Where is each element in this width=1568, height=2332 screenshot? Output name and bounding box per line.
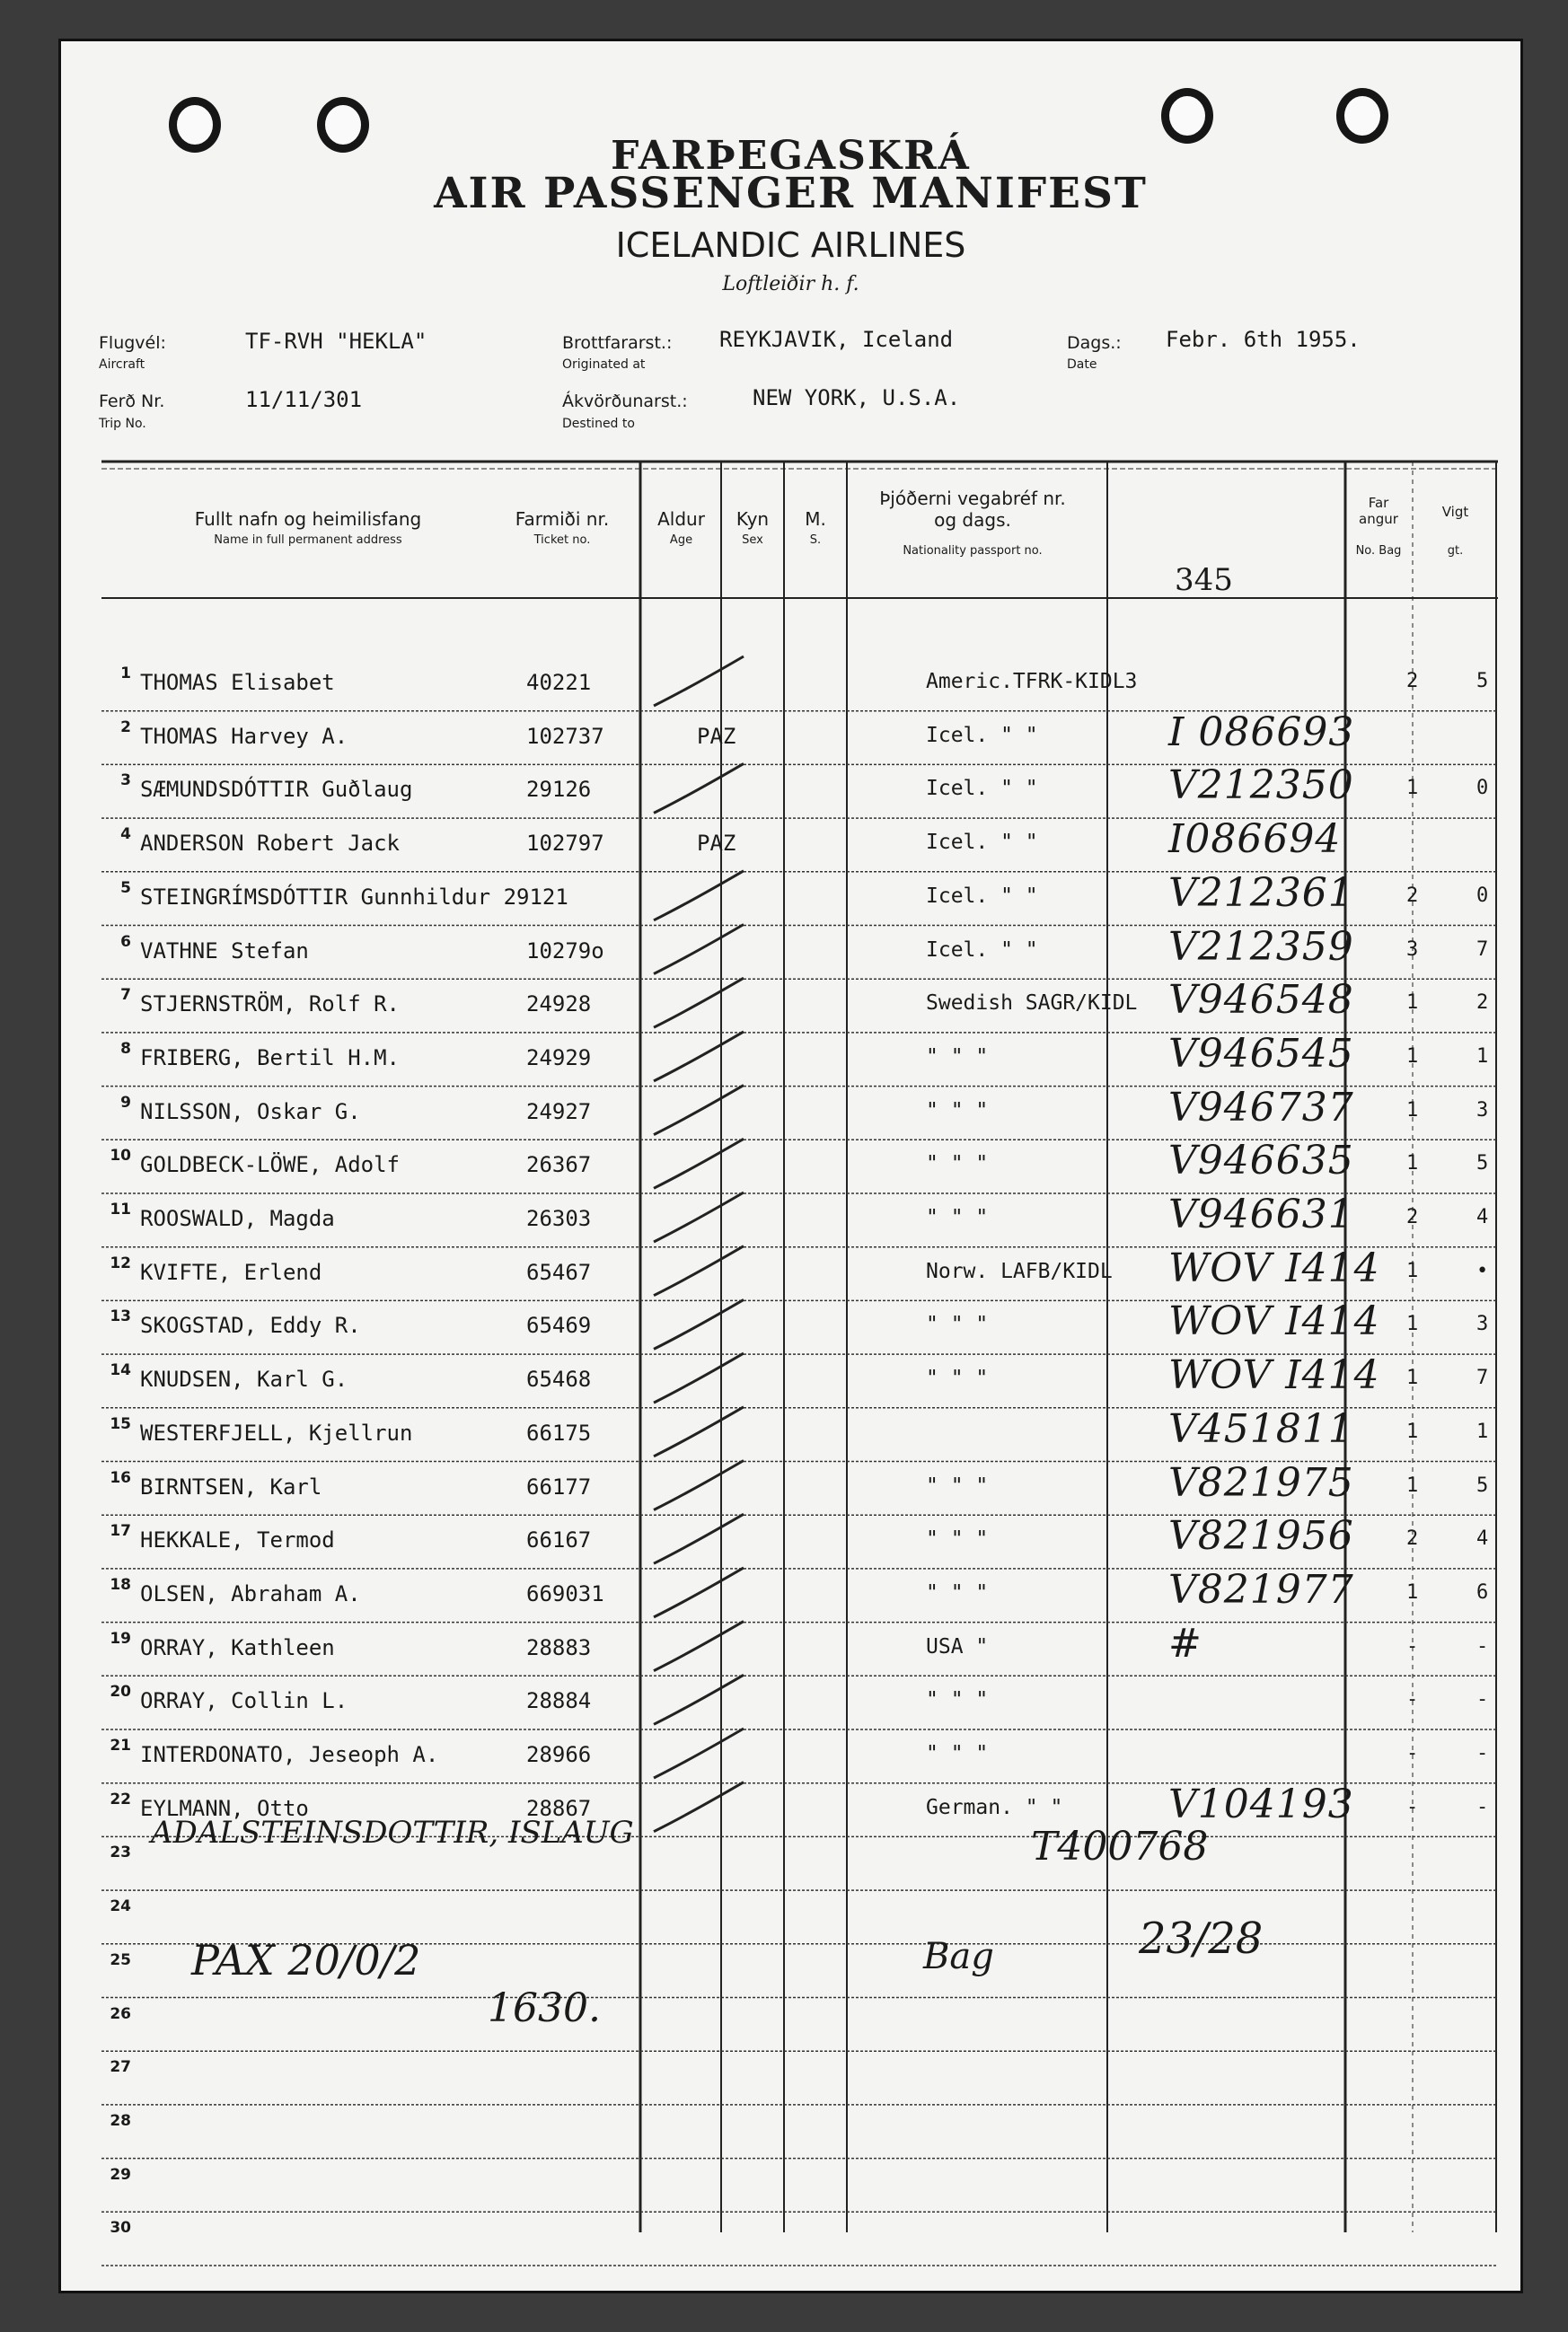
passenger-name: STEINGRÍMSDÓTTIR Gunnhildur 29121 bbox=[140, 884, 568, 910]
passenger-name: ROOSWALD, Magda bbox=[140, 1206, 335, 1231]
bag-weight: 0 bbox=[1476, 884, 1489, 907]
age: PAZ bbox=[697, 723, 736, 749]
handwritten-time: 1630. bbox=[488, 1985, 601, 2031]
passenger-name: SKOGSTAD, Eddy R. bbox=[140, 1313, 361, 1339]
passenger-name: GOLDBECK-LÖWE, Adolf bbox=[140, 1152, 400, 1178]
table-row bbox=[104, 1679, 1523, 1732]
bag-pieces: 1 bbox=[1406, 1044, 1419, 1068]
bag-pieces: - bbox=[1406, 1742, 1419, 1764]
nationality: " " " bbox=[926, 1367, 989, 1391]
passport-number: I 086693 bbox=[1168, 708, 1355, 755]
col-pieces-sub: No. Bag bbox=[1355, 544, 1402, 558]
passenger-name: NILSSON, Oskar G. bbox=[140, 1098, 361, 1124]
passport-number: V451811 bbox=[1168, 1405, 1354, 1452]
ticket-number: 669031 bbox=[526, 1580, 604, 1606]
table-row bbox=[104, 2162, 1523, 2215]
passenger-name: THOMAS Elisabet bbox=[140, 670, 335, 695]
table-row bbox=[104, 2055, 1523, 2108]
bag-pieces: 1 bbox=[1406, 1580, 1419, 1604]
row-number: 27 bbox=[110, 2058, 131, 2077]
row-number: 16 bbox=[110, 1468, 131, 1487]
bag-weight: - bbox=[1476, 1634, 1489, 1658]
passport-number: WOV I414 bbox=[1168, 1298, 1380, 1345]
row-number: 12 bbox=[110, 1254, 131, 1272]
table-row bbox=[104, 1733, 1523, 1786]
destination-label: Ákvörðunarst.: bbox=[562, 392, 688, 411]
row-number: 24 bbox=[110, 1897, 131, 1916]
col-weight-header: Vigt bbox=[1441, 504, 1469, 520]
passport-number: V946737 bbox=[1168, 1084, 1354, 1131]
passport-number: V946635 bbox=[1168, 1138, 1354, 1184]
ticket-number: 28867 bbox=[526, 1795, 592, 1821]
ticket-number: 24929 bbox=[526, 1044, 592, 1070]
passport-number: V946545 bbox=[1168, 1030, 1354, 1077]
passport-number: V946548 bbox=[1168, 977, 1354, 1024]
col-name-sub: Name in full permanent address bbox=[214, 533, 402, 547]
date-value: Febr. 6th 1955. bbox=[1166, 327, 1361, 352]
nationality: " " " bbox=[926, 1044, 989, 1069]
nationality: " " " bbox=[926, 1098, 989, 1122]
passenger-name: THOMAS Harvey A. bbox=[140, 723, 348, 749]
row-number: 25 bbox=[110, 1950, 131, 1969]
table-row bbox=[104, 1620, 1523, 1679]
nationality: " " " bbox=[926, 1742, 989, 1765]
ticket-number: 26303 bbox=[526, 1206, 592, 1231]
col-name-header: Fullt nafn og heimilisfang bbox=[194, 508, 422, 530]
nationality: Icel. " " bbox=[926, 723, 1038, 747]
ticket-number: 26367 bbox=[526, 1152, 592, 1178]
destination-value: NEW YORK, U.S.A. bbox=[753, 385, 961, 410]
passenger-name: OLSEN, Abraham A. bbox=[140, 1580, 361, 1606]
table-row bbox=[104, 661, 1523, 714]
nationality: " " " bbox=[926, 1527, 989, 1552]
row-number: 4 bbox=[120, 825, 131, 844]
ticket-number: 29126 bbox=[526, 777, 592, 803]
bag-weight: 5 bbox=[1476, 670, 1489, 692]
passenger-name: HEKKALE, Termod bbox=[140, 1527, 335, 1553]
bag-pieces: 1 bbox=[1406, 1259, 1419, 1282]
bag-pieces: 2 bbox=[1406, 1206, 1419, 1228]
bag-pieces: 1 bbox=[1406, 991, 1419, 1015]
table-row bbox=[104, 2215, 1523, 2268]
origin-sublabel: Originated at bbox=[562, 357, 646, 372]
passenger-name: WESTERFJELL, Kjellrun bbox=[140, 1420, 413, 1446]
nationality: " " " bbox=[926, 1206, 989, 1229]
col-sex-sub: Sex bbox=[742, 533, 763, 547]
row-number: 15 bbox=[110, 1414, 131, 1433]
table-row bbox=[104, 1352, 1523, 1411]
table-row bbox=[104, 816, 1523, 875]
bag-pieces: 1 bbox=[1406, 777, 1419, 800]
row-number: 22 bbox=[110, 1790, 131, 1808]
bag-weight: - bbox=[1476, 1688, 1489, 1712]
bag-weight: 5 bbox=[1476, 1474, 1489, 1497]
passport-number: V104193 bbox=[1168, 1781, 1354, 1827]
passenger-name: ORRAY, Kathleen bbox=[140, 1634, 335, 1660]
company-name: Loftleiðir h. f. bbox=[722, 273, 859, 295]
row-number: 7 bbox=[120, 986, 131, 1005]
nationality: " " " bbox=[926, 1152, 989, 1176]
table-row bbox=[104, 923, 1523, 982]
table-row bbox=[104, 708, 1523, 768]
passport-number: V212361 bbox=[1168, 869, 1354, 916]
row-number: 1 bbox=[120, 664, 131, 682]
row-number: 9 bbox=[120, 1093, 131, 1112]
bag-pieces: 1 bbox=[1406, 1152, 1419, 1175]
ticket-number: 40221 bbox=[526, 670, 592, 695]
table-row bbox=[104, 1192, 1523, 1250]
row-number: 23 bbox=[110, 1844, 131, 1862]
bag-weight: 3 bbox=[1476, 1313, 1489, 1336]
col-ticket-header: Farmiði nr. bbox=[515, 508, 610, 530]
handwritten-row23-passport: T400768 bbox=[1031, 1824, 1209, 1870]
ticket-number: 28883 bbox=[526, 1634, 592, 1660]
table-row bbox=[104, 1138, 1523, 1196]
passenger-name: BIRNTSEN, Karl bbox=[140, 1474, 322, 1500]
nationality: " " " bbox=[926, 1313, 989, 1337]
passport-number: V821977 bbox=[1168, 1566, 1354, 1613]
nationality: Swedish SAGR/KIDL bbox=[926, 991, 1138, 1016]
passport-number: WOV I414 bbox=[1168, 1352, 1380, 1399]
handwritten-bag-label: Bag bbox=[923, 1936, 994, 1977]
table-row bbox=[104, 1405, 1523, 1465]
title-english: AIR PASSENGER MANIFEST bbox=[434, 169, 1148, 218]
col-age-header: Aldur bbox=[657, 508, 705, 530]
table-row bbox=[104, 2002, 1523, 2055]
nationality: Norw. LAFB/KIDL bbox=[926, 1259, 1113, 1283]
passenger-name: INTERDONATO, Jeseoph A. bbox=[140, 1742, 439, 1767]
passport-number: V212350 bbox=[1168, 762, 1354, 809]
col-ticket-sub: Ticket no. bbox=[533, 533, 591, 547]
passenger-name: KVIFTE, Erlend bbox=[140, 1259, 322, 1285]
passport-number: # bbox=[1168, 1620, 1202, 1667]
bag-pieces: - bbox=[1406, 1634, 1419, 1658]
bag-weight: 0 bbox=[1476, 777, 1489, 800]
ticket-number: 28884 bbox=[526, 1688, 592, 1714]
passport-number: I086694 bbox=[1168, 816, 1342, 863]
bag-weight: 7 bbox=[1476, 937, 1489, 961]
trip-value: 11/11/301 bbox=[245, 387, 363, 412]
bag-weight: 2 bbox=[1476, 991, 1489, 1015]
passenger-name: ANDERSON Robert Jack bbox=[140, 831, 400, 857]
table-row bbox=[104, 977, 1523, 1035]
passport-number: V821956 bbox=[1168, 1513, 1354, 1560]
nationality: " " " bbox=[926, 1580, 989, 1605]
bag-weight: • bbox=[1476, 1259, 1489, 1282]
nationality: Icel. " " bbox=[926, 884, 1038, 908]
nationality: Icel. " " bbox=[926, 831, 1038, 855]
ticket-number: 28966 bbox=[526, 1742, 592, 1767]
bag-weight: 5 bbox=[1476, 1152, 1489, 1175]
bag-weight: 3 bbox=[1476, 1098, 1489, 1122]
passport-number: V212359 bbox=[1168, 923, 1354, 970]
bag-pieces: 1 bbox=[1406, 1313, 1419, 1336]
nationality: Icel. " " bbox=[926, 937, 1038, 962]
passenger-name: STJERNSTRÖM, Rolf R. bbox=[140, 991, 400, 1017]
origin-value: REYKJAVIK, Iceland bbox=[719, 327, 954, 352]
table-row bbox=[104, 1513, 1523, 1571]
bag-pieces: 1 bbox=[1406, 1474, 1419, 1497]
table-row bbox=[104, 869, 1523, 928]
passenger-name: ORRAY, Collin L. bbox=[140, 1688, 348, 1714]
ticket-number: 65467 bbox=[526, 1259, 592, 1285]
ticket-number: 66175 bbox=[526, 1420, 592, 1446]
bag-pieces: 2 bbox=[1406, 1527, 1419, 1551]
bag-weight: - bbox=[1476, 1795, 1489, 1818]
ticket-number: 102797 bbox=[526, 831, 604, 857]
manifest-sheet bbox=[61, 41, 1520, 2291]
bag-weight: 1 bbox=[1476, 1420, 1489, 1443]
ticket-number: 102737 bbox=[526, 723, 604, 749]
age: PAZ bbox=[697, 831, 736, 857]
ticket-number: 65469 bbox=[526, 1313, 592, 1339]
date-label: Dags.: bbox=[1067, 333, 1122, 353]
passenger-name: FRIBERG, Bertil H.M. bbox=[140, 1044, 400, 1070]
bag-weight: 4 bbox=[1476, 1206, 1489, 1228]
col-ms-sub: S. bbox=[809, 533, 822, 547]
date-sublabel: Date bbox=[1067, 357, 1097, 372]
ticket-number: 66177 bbox=[526, 1474, 592, 1500]
nationality: Icel. " " bbox=[926, 777, 1038, 801]
passenger-name: SÆMUNDSDÓTTIR Guðlaug bbox=[140, 777, 413, 803]
passport-number: V821975 bbox=[1168, 1459, 1354, 1506]
bag-pieces: 1 bbox=[1406, 1098, 1419, 1122]
col-age-sub: Age bbox=[669, 533, 693, 547]
row-number: 8 bbox=[120, 1039, 131, 1058]
passenger-name: EYLMANN, Otto bbox=[140, 1795, 309, 1821]
col-sex-header: Kyn bbox=[736, 508, 770, 530]
bag-weight: 4 bbox=[1476, 1527, 1489, 1551]
aircraft-sublabel: Aircraft bbox=[99, 357, 145, 372]
bag-pieces: 1 bbox=[1406, 1367, 1419, 1390]
aircraft-label: Flugvél: bbox=[99, 333, 166, 353]
bag-weight: - bbox=[1476, 1742, 1489, 1764]
table-row bbox=[104, 2108, 1523, 2161]
row-number: 26 bbox=[110, 2004, 131, 2023]
passport-number: V946631 bbox=[1168, 1192, 1354, 1237]
nationality: " " " bbox=[926, 1688, 989, 1712]
destination-sublabel: Destined to bbox=[562, 417, 635, 431]
row-number: 17 bbox=[110, 1522, 131, 1541]
row-number: 2 bbox=[120, 717, 131, 736]
table-row bbox=[104, 1459, 1523, 1518]
bag-weight: 7 bbox=[1476, 1367, 1489, 1390]
col-weight-sub: gt. bbox=[1447, 544, 1464, 558]
passenger-name: KNUDSEN, Karl G. bbox=[140, 1367, 348, 1393]
row-number: 29 bbox=[110, 2165, 131, 2184]
table-row bbox=[104, 1566, 1523, 1625]
ticket-number: 24928 bbox=[526, 991, 592, 1017]
aircraft-value: TF-RVH "HEKLA" bbox=[245, 329, 427, 354]
nationality: German. " " bbox=[926, 1795, 1063, 1819]
handwritten-pax: PAX 20/0/2 bbox=[191, 1936, 421, 1984]
nationality: Americ.TFRK-KIDL3 bbox=[926, 670, 1138, 693]
table-row bbox=[104, 1245, 1523, 1304]
page-number: 345 bbox=[1175, 562, 1233, 598]
row-number: 20 bbox=[110, 1683, 131, 1702]
nationality: " " " bbox=[926, 1474, 989, 1498]
row-number: 13 bbox=[110, 1307, 131, 1326]
bag-pieces: - bbox=[1406, 1688, 1419, 1712]
row-number: 19 bbox=[110, 1629, 131, 1648]
ticket-number: 10279o bbox=[526, 937, 604, 964]
row-number: 18 bbox=[110, 1575, 131, 1594]
row-number: 3 bbox=[120, 771, 131, 790]
table-row bbox=[104, 1298, 1523, 1357]
airline-name: ICELANDIC AIRLINES bbox=[615, 225, 966, 265]
ticket-number: 66167 bbox=[526, 1527, 592, 1553]
col-nationality-header: Þjóðerni vegabréf nr. og dags. bbox=[879, 488, 1066, 531]
ticket-number: 65468 bbox=[526, 1367, 592, 1393]
col-nationality-sub: Nationality passport no. bbox=[903, 544, 1043, 558]
table-row bbox=[104, 762, 1523, 821]
handwritten-bag-count: 23/28 bbox=[1139, 1914, 1264, 1964]
bag-pieces: 3 bbox=[1406, 937, 1419, 961]
handwritten-row23-name: ADALSTEINSDOTTIR, ISLAUG bbox=[151, 1815, 634, 1851]
bag-pieces: 1 bbox=[1406, 1420, 1419, 1443]
row-number: 14 bbox=[110, 1361, 131, 1380]
row-number: 11 bbox=[110, 1201, 131, 1219]
col-pieces-header: Far angur bbox=[1359, 495, 1398, 527]
table-row bbox=[104, 1084, 1523, 1143]
bag-weight: 6 bbox=[1476, 1580, 1489, 1604]
row-number: 5 bbox=[120, 878, 131, 897]
nationality: USA " bbox=[926, 1634, 989, 1659]
trip-sublabel: Trip No. bbox=[99, 417, 146, 431]
table-row bbox=[104, 1030, 1523, 1089]
passport-number: WOV I414 bbox=[1168, 1245, 1380, 1291]
row-number: 30 bbox=[110, 2219, 131, 2238]
bag-pieces: 2 bbox=[1406, 884, 1419, 907]
row-number: 10 bbox=[110, 1147, 131, 1166]
bag-pieces: 2 bbox=[1406, 670, 1419, 692]
bag-weight: 1 bbox=[1476, 1044, 1489, 1068]
col-ms-header: M. bbox=[805, 508, 826, 530]
row-number: 28 bbox=[110, 2111, 131, 2130]
bag-pieces: - bbox=[1406, 1795, 1419, 1818]
row-number: 6 bbox=[120, 932, 131, 951]
title-icelandic: FARÞEGASKRÁ bbox=[611, 133, 971, 179]
origin-label: Brottfararst.: bbox=[562, 333, 673, 353]
ticket-number: 24927 bbox=[526, 1098, 592, 1124]
passenger-name: VATHNE Stefan bbox=[140, 937, 309, 964]
row-number: 21 bbox=[110, 1737, 131, 1755]
trip-label: Ferð Nr. bbox=[99, 392, 165, 411]
